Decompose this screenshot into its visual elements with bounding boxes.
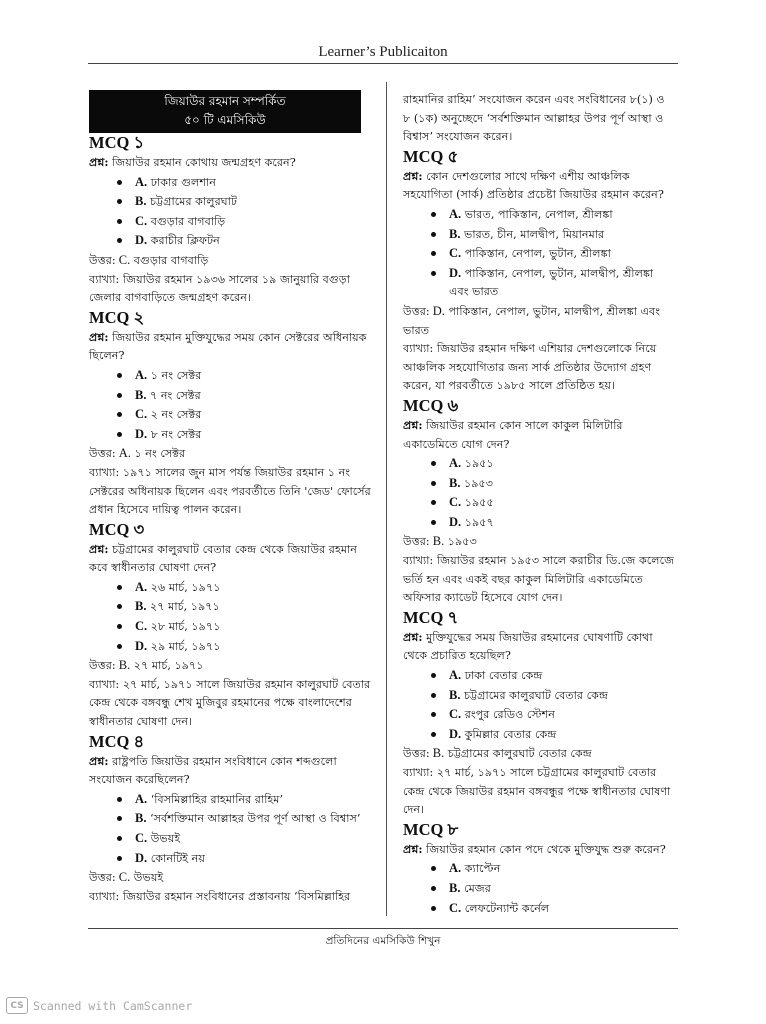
mcq-block-2	[89, 308, 372, 520]
question-text: প্রশ্ন: জিয়াউর রহমান কোন পদে থেকে মুক্তিযুদ্ধ শুরু করেন?	[403, 841, 666, 856]
option-item: B. ২৭ মার্চ, ১৯৭১	[117, 597, 372, 617]
answer-line: উত্তর: C. উভয়ই	[89, 870, 164, 885]
option-item: C. ২ নং সেক্টর	[117, 405, 372, 425]
option-list	[403, 859, 675, 918]
option-item: A. ভারত, পাকিস্তান, নেপাল, শ্রীলঙ্কা	[431, 205, 675, 225]
camscanner-logo-icon: CS	[6, 997, 28, 1014]
question-text: প্রশ্ন: রাষ্ট্রপতি জিয়াউর রহমান সংবিধানে কোন শব্দগুলো সংযোজন করেছিলেন?	[89, 753, 337, 787]
explanation-text: ব্যাখ্যা: ১৯৭১ সালের জুন মাস পর্যন্ত জিয়াউর রহমান ১ নং সেক্টরের অধিনায়ক ছিলেন এবং পরবর্তীতে তিনি 'জেড' ফোর্সের প্রধান হিসেবে দায়িত্ব পালন করেন।	[89, 465, 371, 517]
watermark-text: Scanned with CamScanner	[33, 998, 193, 1013]
answer-line: উত্তর: A. ১ নং সেক্টর	[89, 446, 186, 461]
right-column	[403, 91, 675, 918]
mcq-heading: MCQ ৪	[89, 731, 145, 751]
option-item: B. ৭ নং সেক্টর	[117, 386, 372, 406]
option-list	[89, 578, 372, 656]
option-item: B. চট্টগ্রামের কালুরঘাট	[117, 192, 372, 212]
option-item: D. কোনটিই নয়	[117, 849, 372, 869]
title-box	[89, 90, 361, 133]
mcq-block-3	[89, 520, 372, 732]
option-item: A. ২৬ মার্চ, ১৯৭১	[117, 578, 372, 598]
mcq-heading: MCQ ৬	[403, 395, 459, 415]
option-item: C. রংপুর রেডিও স্টেশন	[431, 705, 675, 725]
question-text: প্রশ্ন: কোন দেশগুলোর সাথে দক্ষিণ এশীয় আঞ্চলিক সহযোগিতা (সার্ক) প্রতিষ্ঠার প্রচেষ্টা জিয়াউর রহমান করেন?	[403, 168, 664, 202]
option-item: D. করাচীর ক্লিফটন	[117, 231, 372, 251]
option-item: B. মেজর	[431, 879, 675, 899]
footer-divider	[88, 928, 678, 929]
option-list	[89, 790, 372, 868]
header-divider	[88, 63, 678, 64]
option-item: A. ক্যাপ্টেন	[431, 859, 675, 879]
explanation-text: ব্যাখ্যা: জিয়াউর রহমান সংবিধানের প্রস্তাবনায় ‘বিসমিল্লাহির	[89, 889, 351, 903]
option-item: C. উভয়ই	[117, 829, 372, 849]
question-text: প্রশ্ন: জিয়াউর রহমান কোন সালে কাকুল মিলিটারি একাডেমিতে যোগ দেন?	[403, 417, 623, 451]
option-item: D. ১৯৫৭	[431, 513, 675, 533]
explanation-text: ব্যাখ্যা: ২৭ মার্চ, ১৯৭১ সালে জিয়াউর রহমান কালুরঘাট বেতার কেন্দ্র থেকে বঙ্গবন্ধু শেখ মুজিবুর রহমানের পক্ষে বাংলাদেশের স্বাধীনতার ঘোষণা দেন।	[89, 677, 371, 729]
column-divider	[386, 82, 387, 916]
mcq-block-1	[89, 133, 372, 308]
option-item: C. ১৯৫৫	[431, 493, 675, 513]
mcq-heading: MCQ ২	[89, 307, 145, 327]
question-text: প্রশ্ন: মুক্তিযুদ্ধের সময় জিয়াউর রহমানের ঘোষণাটি কোথা থেকে প্রচারিত হয়েছিল?	[403, 629, 653, 663]
option-item: C. পাকিস্তান, নেপাল, ভুটান, শ্রীলঙ্কা	[431, 244, 675, 264]
option-item: B. চট্টগ্রামের কালুরঘাট বেতার কেন্দ্র	[431, 686, 675, 706]
footer-text: প্রতিদিনের এমসিকিউ শিখুন	[325, 935, 441, 947]
left-column	[89, 90, 372, 906]
mcq-block-5	[403, 147, 675, 396]
explanation-text: ব্যাখ্যা: জিয়াউর রহমান ১৯৫৩ সালে করাচীর ডি.জে কলেজে ভর্তি হন এবং একই বছর কাকুল মিলিটারি একাডেমিতে অফিসার ক্যাডেট হিসেবে যোগ দেন।	[403, 554, 675, 605]
mcq-block-7	[403, 608, 675, 820]
option-list	[403, 666, 675, 744]
explanation-continuation: রাহমানির রাহিম’ সংযোজন করেন এবং সংবিধানের ৮(১) ও ৮ (১ক) অনুচ্ছেদে ‘সর্বশক্তিমান আল্লাহর উপর পূর্ণ আস্থা ও বিশ্বাস’ সংযোজন করেন।	[403, 93, 665, 144]
mcq-block-4	[89, 732, 372, 907]
mcq-heading: MCQ ৭	[403, 607, 459, 627]
explanation-text: ব্যাখ্যা: জিয়াউর রহমান দক্ষিণ এশিয়ার দেশগুলোকে নিয়ে আঞ্চলিক সহযোগিতার জন্য সার্ক প্রতিষ্ঠার উদ্যোগ গ্রহণ করেন, যা পরবর্তীতে ১৯৮৫ সালে প্রতিষ্ঠিত হয়।	[403, 342, 657, 393]
explanation-text: ব্যাখ্যা: ২৭ মার্চ, ১৯৭১ সালে চট্টগ্রামের কালুরঘাট বেতার কেন্দ্র থেকে জিয়াউর রহমান বঙ্গবন্ধুর পক্ষে স্বাধীনতার ঘোষণা দেন।	[403, 766, 671, 817]
option-item: B. ভারত, চীন, মালদ্বীপ, মিয়ানমার	[431, 225, 675, 245]
title-line-1: জিয়াউর রহমান সম্পর্কিত	[164, 94, 286, 108]
mcq-block-8	[403, 820, 675, 918]
camscanner-watermark	[6, 997, 192, 1014]
option-item: A. ‘বিসমিল্লাহির রাহমানির রাহিম’	[117, 790, 372, 810]
option-item: D. ৮ নং সেক্টর	[117, 425, 372, 445]
option-list	[89, 173, 372, 251]
question-text: প্রশ্ন: জিয়াউর রহমান কোথায় জন্মগ্রহণ করেন?	[89, 155, 296, 169]
answer-line: উত্তর: B. চট্টগ্রামের কালুরঘাট বেতার কেন্দ্র	[403, 746, 592, 761]
title-line-2: ৫০ টি এমসিকিউ	[184, 113, 266, 127]
option-list	[89, 366, 372, 444]
option-item: A. ঢাকার গুলশান	[117, 173, 372, 193]
option-list	[403, 454, 675, 532]
option-item: A. ঢাকা বেতার কেন্দ্র	[431, 666, 675, 686]
option-item: B. ১৯৫৩	[431, 474, 675, 494]
option-item: C. বগুড়ার বাগবাড়ি	[117, 212, 372, 232]
option-item: D. কুমিল্লার বেতার কেন্দ্র	[431, 725, 675, 745]
answer-line: উত্তর: C. বগুড়ার বাগবাড়ি	[89, 252, 209, 267]
mcq-block-6	[403, 396, 675, 608]
option-item: A. ১ নং সেক্টর	[117, 366, 372, 386]
answer-line: উত্তর: D. পাকিস্তান, নেপাল, ভুটান, মালদ্বীপ, শ্রীলঙ্কা এবং ভারত	[403, 303, 661, 337]
question-text: প্রশ্ন: চট্টগ্রামের কালুরঘাট বেতার কেন্দ্র থেকে জিয়াউর রহমান কবে স্বাধীনতার ঘোষণা দেন?	[89, 541, 357, 575]
option-item: D. পাকিস্তান, নেপাল, ভুটান, মালদ্বীপ, শ্রীলঙ্কা এবং ভারত	[431, 264, 675, 302]
answer-line: উত্তর: B. ২৭ মার্চ, ১৯৭১	[89, 658, 204, 673]
option-item: C. লেফটেন্যান্ট কর্নেল	[431, 899, 675, 919]
page-header-title: Learner’s Publicaiton	[318, 44, 448, 60]
mcq-heading: MCQ ৫	[403, 146, 459, 166]
answer-line: উত্তর: B. ১৯৫৩	[403, 534, 477, 549]
option-item: C. ২৮ মার্চ, ১৯৭১	[117, 617, 372, 637]
option-item: B. ‘সর্বশক্তিমান আল্লাহর উপর পূর্ণ আস্থা ও বিশ্বাস’	[117, 809, 372, 829]
mcq-heading: MCQ ৩	[89, 519, 145, 539]
explanation-text: ব্যাখ্যা: জিয়াউর রহমান ১৯৩৬ সালের ১৯ জানুয়ারি বগুড়া জেলার বাগবাড়িতে জন্মগ্রহণ করেন।	[89, 272, 351, 305]
mcq-heading: MCQ ১	[89, 133, 145, 152]
option-item: D. ২৯ মার্চ, ১৯৭১	[117, 637, 372, 657]
option-list	[403, 205, 675, 302]
option-item: A. ১৯৫১	[431, 454, 675, 474]
mcq-heading: MCQ ৮	[403, 819, 459, 839]
question-text: প্রশ্ন: জিয়াউর রহমান মুক্তিযুদ্ধের সময় কোন সেক্টরের অধিনায়ক ছিলেন?	[89, 329, 367, 363]
